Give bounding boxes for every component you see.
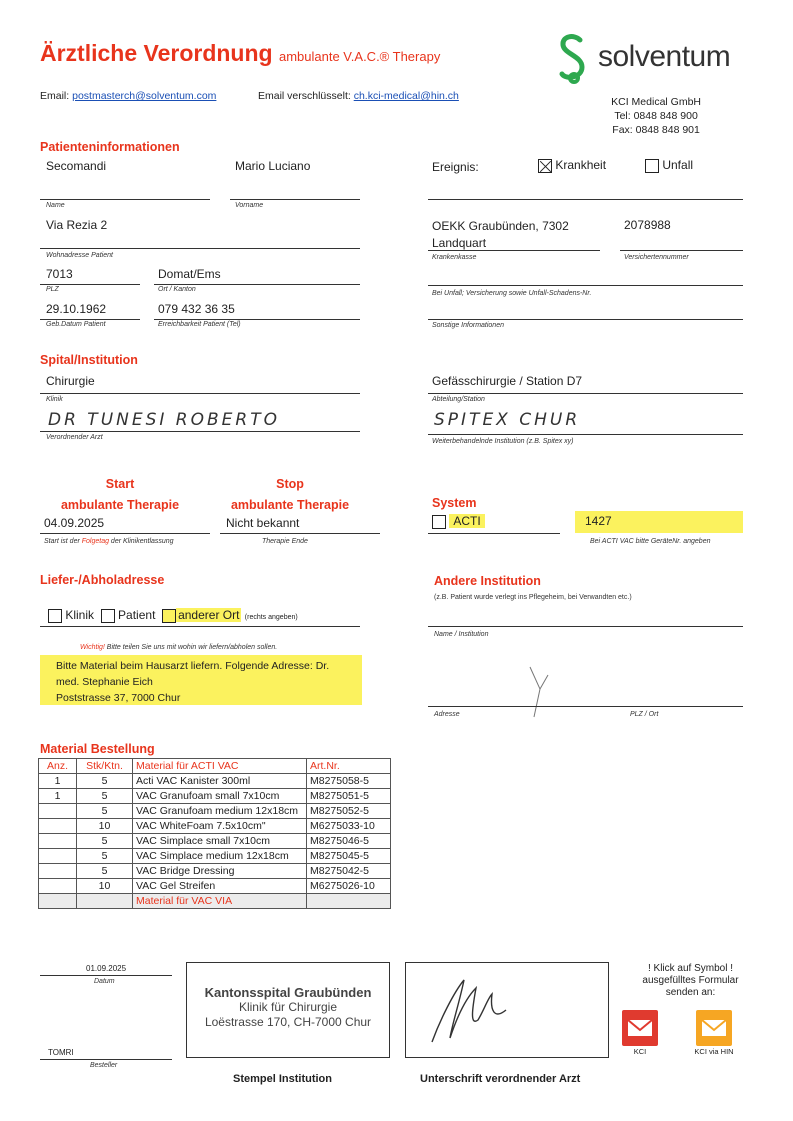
stamp-label: Stempel Institution bbox=[233, 1073, 332, 1085]
signature-label: Unterschrift verordnender Arzt bbox=[420, 1073, 581, 1085]
strike-mark-icon bbox=[526, 665, 552, 719]
start-title: Start ambulante Therapie bbox=[60, 477, 180, 512]
patient-firstname[interactable]: Mario Luciano bbox=[235, 159, 311, 173]
table-row[interactable]: 1 5 VAC Granufoam small 7x10cm M8275051-5 bbox=[39, 789, 391, 804]
clinic-checkbox[interactable] bbox=[48, 609, 62, 623]
table-row[interactable]: 10 VAC WhiteFoam 7.5x10cm" M6275033-10 bbox=[39, 819, 391, 834]
department[interactable]: Gefässchirurgie / Station D7 bbox=[432, 374, 583, 388]
patient-phone[interactable]: 079 432 36 35 bbox=[158, 302, 235, 316]
accident-insurance-label: Bei Unfall; Versicherung sowie Unfall-Schadens-Nr. bbox=[432, 290, 592, 297]
date-label: Datum bbox=[94, 978, 115, 985]
insured-number-label: Versichertennummer bbox=[624, 254, 689, 261]
table-footer-row: Material für VAC VIA bbox=[39, 894, 391, 909]
event-label: Ereignis: bbox=[432, 160, 479, 174]
table-row[interactable]: 5 VAC Granufoam medium 12x18cm M8275052-5 bbox=[39, 804, 391, 819]
clinic[interactable]: Chirurgie bbox=[46, 374, 95, 388]
system-acti[interactable]: ACTI bbox=[432, 514, 485, 529]
doctor-handwritten[interactable]: DR TUNESI ROBERTO bbox=[48, 410, 280, 430]
patient-address[interactable]: Via Rezia 2 bbox=[46, 218, 108, 232]
stop-value[interactable]: Nicht bekannt bbox=[226, 516, 300, 530]
send-kci-button[interactable] bbox=[622, 1010, 658, 1046]
patient-plz[interactable]: 7013 bbox=[46, 267, 73, 281]
accident-checkbox[interactable] bbox=[645, 159, 659, 173]
table-row[interactable]: 5 VAC Simplace small 7x10cm M8275046-5 bbox=[39, 834, 391, 849]
device-number[interactable]: 1427 bbox=[575, 511, 743, 533]
email-encrypted-link[interactable]: ch.kci-medical@hin.ch bbox=[353, 90, 459, 102]
delivery-note[interactable]: Bitte Material beim Hausarzt liefern. Folgende Adresse: Dr. med. Stephanie Eich Poststrasse 37, 7000 Chur bbox=[40, 655, 362, 705]
clinic-label: Klinik bbox=[46, 396, 63, 403]
email-link[interactable]: postmasterch@solventum.com bbox=[72, 90, 217, 102]
other-institution-title: Andere Institution bbox=[434, 574, 541, 588]
firstname-label: Vorname bbox=[235, 202, 264, 209]
table-row[interactable]: 10 VAC Gel Streifen M6275026-10 bbox=[39, 879, 391, 894]
send-kci-label: KCI bbox=[633, 1047, 647, 1056]
delivery-section-title: Liefer-/Abholadresse bbox=[40, 573, 165, 587]
device-label: Bei ACTI VAC bitte GeräteNr. angeben bbox=[590, 538, 711, 545]
order-date[interactable]: 01.09.2025 bbox=[86, 964, 127, 973]
insured-number[interactable]: 2078988 bbox=[624, 218, 671, 232]
patient-dob[interactable]: 29.10.1962 bbox=[46, 302, 107, 316]
mail-icon bbox=[696, 1010, 732, 1046]
table-header: Anz. Stk/Ktn. Material für ACTI VAC Art.Nr. bbox=[39, 759, 391, 774]
delivery-options: Klinik Patient anderer Ort (rechts angeben) bbox=[48, 608, 298, 623]
send-hin-button[interactable] bbox=[696, 1010, 732, 1046]
other-info-label: Sonstige Informationen bbox=[432, 322, 504, 329]
logo-text: solventum bbox=[598, 40, 731, 73]
department-label: Abteilung/Station bbox=[432, 396, 485, 403]
other-institution-address-label: Adresse bbox=[434, 711, 460, 718]
send-instructions: ! Klick auf Symbol ! ausgefülltes Formular senden an: bbox=[642, 963, 739, 998]
event-accident[interactable]: Unfall bbox=[645, 158, 693, 173]
email-encrypted-row: Email verschlüsselt: ch.kci-medical@hin.ch bbox=[258, 90, 459, 102]
followup-label: Weiterbehandelnde Institution (z.B. Spitex xy) bbox=[432, 438, 574, 445]
illness-checkbox[interactable] bbox=[538, 159, 552, 173]
plz-label: PLZ bbox=[46, 286, 59, 293]
table-row[interactable]: 5 VAC Simplace medium 12x18cm M8275045-5 bbox=[39, 849, 391, 864]
solventum-logo-icon bbox=[552, 32, 592, 84]
event-illness[interactable]: Krankheit bbox=[538, 158, 606, 173]
stamp-text: Kantonsspital Graubünden Klinik für Chirurgie Loëstrasse 170, CH-7000 Chur bbox=[204, 985, 372, 1029]
material-section-title: Material Bestellung bbox=[40, 742, 155, 756]
phone-label: Erreichbarkeit Patient (Tel) bbox=[158, 321, 241, 328]
mail-icon bbox=[622, 1010, 658, 1046]
name-label: Name bbox=[46, 202, 65, 209]
stop-label: Therapie Ende bbox=[262, 538, 308, 545]
table-row[interactable]: 5 VAC Bridge Dressing M8275042-5 bbox=[39, 864, 391, 879]
patient-city[interactable]: Domat/Ems bbox=[158, 267, 221, 281]
other-institution-name-label: Name / Institution bbox=[434, 631, 489, 638]
patient-checkbox[interactable] bbox=[101, 609, 115, 623]
city-label: Ort / Kanton bbox=[158, 286, 196, 293]
patient-name[interactable]: Secomandi bbox=[46, 159, 107, 173]
acti-checkbox[interactable] bbox=[432, 515, 446, 529]
system-section-title: System bbox=[432, 496, 477, 510]
form-title: Ärztliche Verordnung ambulante V.A.C.® Therapy bbox=[40, 40, 441, 66]
insurer-label: Krankenkasse bbox=[432, 254, 477, 261]
doctor-label: Verordnender Arzt bbox=[46, 434, 103, 441]
patient-section-title: Patienteninformationen bbox=[40, 140, 180, 154]
start-note: Start ist der Folgetag der Klinikentlassung bbox=[44, 538, 174, 545]
delivery-warning: Wichtig! Bitte teilen Sie uns mit wohin wir liefern/abholen sollen. bbox=[80, 644, 278, 651]
hospital-section-title: Spital/Institution bbox=[40, 353, 138, 367]
followup-handwritten[interactable]: SPITEX CHUR bbox=[434, 410, 581, 430]
dob-label: Geb.Datum Patient bbox=[46, 321, 106, 328]
other-institution-hint: (z.B. Patient wurde verlegt ins Pflegeheim, bei Verwandten etc.) bbox=[434, 594, 632, 601]
start-date[interactable]: 04.09.2025 bbox=[44, 516, 105, 530]
send-hin-label: KCI via HIN bbox=[694, 1047, 734, 1056]
stop-title: Stop ambulante Therapie bbox=[230, 477, 350, 512]
material-table bbox=[38, 758, 391, 909]
table-row[interactable]: 1 5 Acti VAC Kanister 300ml M8275058-5 bbox=[39, 774, 391, 789]
address-label: Wohnadresse Patient bbox=[46, 252, 113, 259]
insurer[interactable]: OEKK Graubünden, 7302 Landquart bbox=[432, 219, 569, 250]
form-subtitle: ambulante V.A.C.® Therapy bbox=[278, 49, 441, 64]
orderer-label: Besteller bbox=[90, 1062, 118, 1069]
doctor-signature-icon bbox=[420, 970, 530, 1050]
email-row: Email: postmasterch@solventum.com bbox=[40, 90, 217, 102]
other-place-checkbox[interactable] bbox=[162, 609, 176, 623]
other-institution-plz-label: PLZ / Ort bbox=[630, 711, 659, 718]
orderer-name[interactable]: TOMRI bbox=[48, 1048, 74, 1057]
company-info: KCI Medical GmbH Tel: 0848 848 900 Fax: 0848 848 901 bbox=[611, 96, 701, 136]
